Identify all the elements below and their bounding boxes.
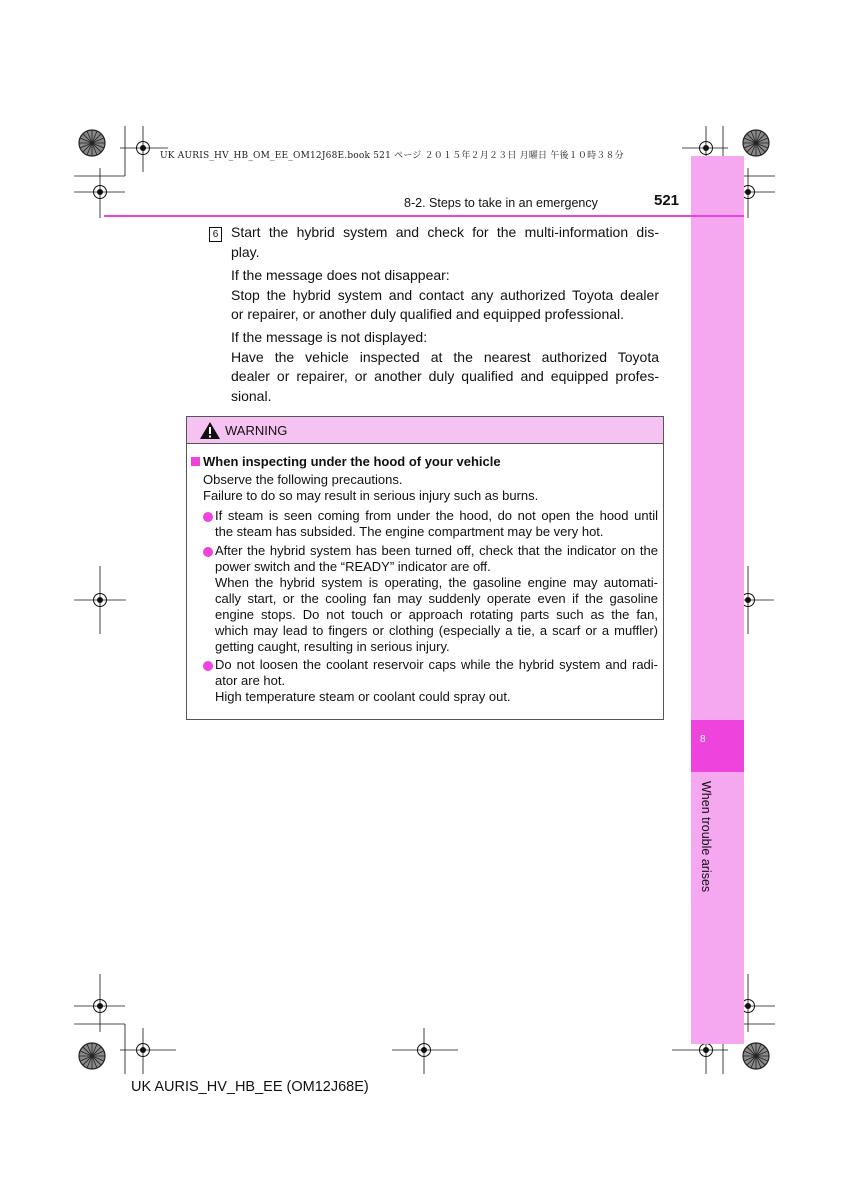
condition-line: dealer or repairer, or another duly qualified and equipped profes- xyxy=(231,368,659,384)
warning-intro-line: Observe the following precautions. xyxy=(203,472,403,487)
step-number-badge: 6 xyxy=(209,227,222,242)
bullet-icon xyxy=(203,512,213,522)
step-line: Start the hybrid system and check for the multi-information dis- xyxy=(231,224,659,240)
page-number: 521 xyxy=(654,192,680,209)
condition-label: If the message does not disappear: xyxy=(231,267,450,283)
warning-bullet xyxy=(215,543,658,655)
warning-bullet-line: which may lead to fingers or clothing (especially a tie, a scarf or a muffler) xyxy=(215,623,658,638)
warning-subheading-text: When inspecting under the hood of your vehicle xyxy=(203,454,501,469)
warning-subheading xyxy=(191,454,501,469)
warning-box xyxy=(186,416,664,720)
chapter-label: When trouble arises xyxy=(699,781,713,893)
warning-bullet-line: getting caught, resulting in serious injury. xyxy=(215,639,450,654)
bullet-icon xyxy=(203,547,213,557)
warning-bullet-line: ator are hot. xyxy=(215,673,286,688)
warning-bullet-line: When the hybrid system is operating, the gasoline engine may automati- xyxy=(215,575,658,590)
square-bullet-icon xyxy=(191,457,200,466)
warning-header xyxy=(187,417,663,444)
footer-model-code: UK AURIS_HV_HB_EE (OM12J68E) xyxy=(131,1079,369,1095)
condition-not-disappear xyxy=(231,266,659,325)
step-instruction xyxy=(231,223,659,262)
condition-line: sional. xyxy=(231,387,272,404)
chapter-side-band xyxy=(691,156,744,1044)
condition-line: Stop the hybrid system and contact any authorized Toyota dealer xyxy=(231,286,659,303)
warning-intro xyxy=(203,472,538,504)
warning-triangle-icon xyxy=(200,422,220,439)
warning-bullet xyxy=(215,508,658,540)
warning-bullet-line: High temperature steam or coolant could spray out. xyxy=(215,689,511,704)
section-title: 8-2. Steps to take in an emergency xyxy=(404,196,598,210)
warning-title: WARNING xyxy=(225,423,288,438)
step-line: play. xyxy=(231,243,260,260)
warning-bullet-line: After the hybrid system has been turned off, check that the indicator on the xyxy=(215,543,658,558)
warning-intro-line: Failure to do so may result in serious injury such as burns. xyxy=(203,488,539,503)
chapter-tab xyxy=(691,720,744,772)
bullet-icon xyxy=(203,661,213,671)
chapter-tab-number: 8 xyxy=(700,734,706,745)
warning-bullet-line: power switch and the “READY” indicator are off. xyxy=(215,559,491,574)
warning-bullet-line: the steam has subsided. The engine compartment may be very hot. xyxy=(215,524,604,539)
condition-line: Have the vehicle inspected at the nearest authorized Toyota xyxy=(231,348,659,365)
warning-bullet-line: cally start, or the cooling fan may suddenly operate even if the gasoline xyxy=(215,591,658,606)
warning-bullet-line: Do not loosen the coolant reservoir caps while the hybrid system and radi- xyxy=(215,657,658,672)
condition-not-displayed xyxy=(231,328,659,406)
warning-bullet xyxy=(215,657,658,705)
print-job-header: UK AURIS_HV_HB_OM_EE_OM12J68E.book 521 ページ ２０１５年２月２３日 月曜日 午後１０時３８分 xyxy=(160,151,624,161)
condition-line: or repairer, or another duly qualified and equipped professional. xyxy=(231,306,625,322)
condition-label: If the message is not displayed: xyxy=(231,329,428,345)
header-divider xyxy=(104,215,744,217)
warning-bullet-line: If steam is seen coming from under the hood, do not open the hood until xyxy=(215,508,658,523)
warning-bullet-line: engine stops. Do not touch or approach rotating parts such as the fan, xyxy=(215,607,658,622)
